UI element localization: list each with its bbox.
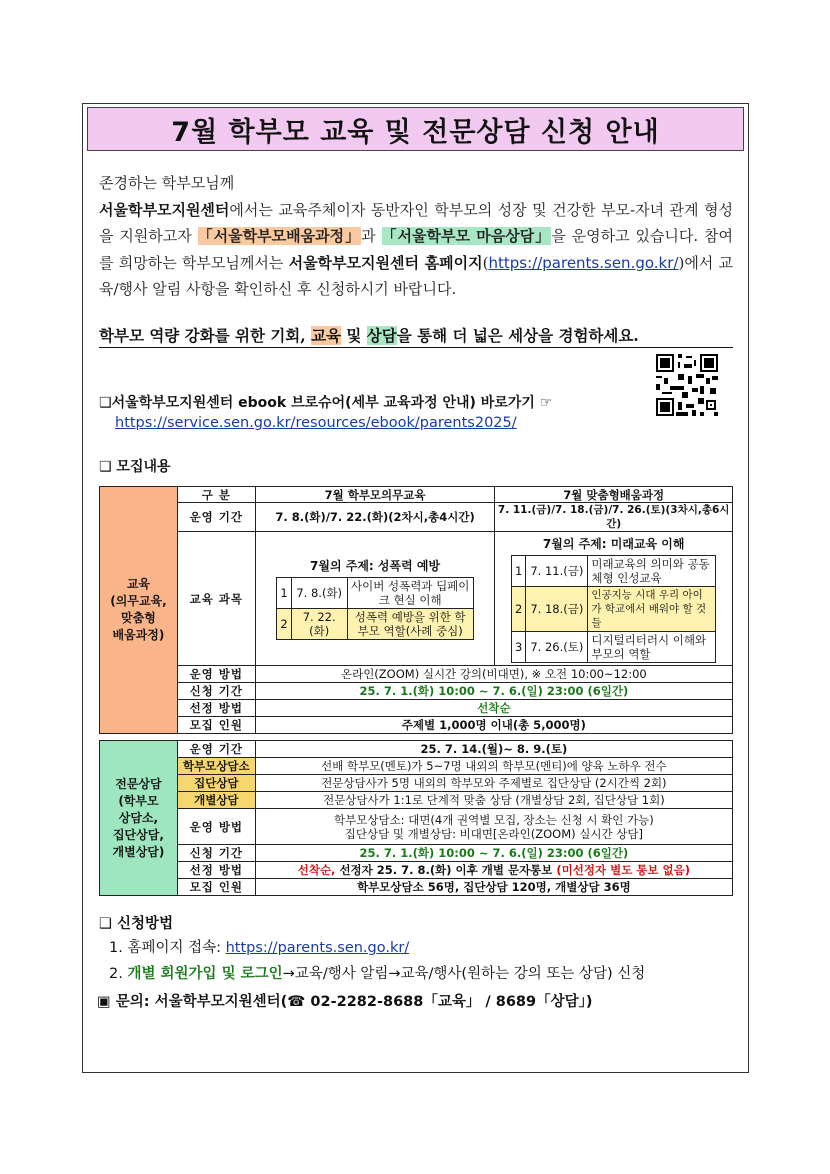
- apply-value: 25. 7. 1.(화) 10:00 ~ 7. 6.(일) 23:00 (6일간): [255, 683, 732, 700]
- consult-method-value: [255, 809, 732, 845]
- course-no: 1: [512, 555, 526, 586]
- intro-body: [99, 197, 733, 303]
- step2-prefix: 2.: [109, 966, 128, 982]
- courses-label: 교육 과목: [177, 532, 255, 666]
- edu-side-line: 교육: [126, 577, 151, 591]
- group-label: 집단상담: [177, 775, 255, 792]
- course-no: 1: [277, 578, 291, 609]
- recruit-value: 주제별 1,000명 이내(총 5,000명): [255, 717, 732, 734]
- intro-and: 과: [361, 227, 382, 245]
- consult-method-label: 운영 방법: [177, 809, 255, 845]
- edu-side-label: [100, 487, 178, 734]
- courses-custom: [495, 532, 733, 666]
- intro-paragraph: [99, 170, 733, 303]
- custom-course-list: [511, 555, 716, 663]
- url-close: ): [678, 253, 685, 272]
- homepage-label: 서울학부모지원센터 홈페이지: [288, 253, 483, 272]
- col-mandatory: 7월 학부모의무교육: [255, 487, 495, 503]
- course-row: [512, 631, 716, 662]
- greeting: 존경하는 학부모님께: [99, 174, 235, 192]
- ebook-line: [99, 392, 552, 412]
- method-value: 온라인(ZOOM) 실시간 강의(비대면), ※ 오전 10:00~12:00: [255, 666, 732, 683]
- individual-value: 전문상담사가 1:1로 단계적 맞춤 상담 (개별상담 2회, 집단상담 1회): [255, 792, 732, 809]
- consult-period-label: 운영 기간: [177, 741, 255, 758]
- document-frame: [82, 103, 749, 1073]
- consult-apply-value: 25. 7. 1.(화) 10:00 ~ 7. 6.(일) 23:00 (6일간): [255, 845, 732, 862]
- course-title: 성폭력 예방을 위한 학부모 역할(사례 중심): [347, 609, 473, 640]
- consult-method-line1: 학부모상담소: 대면(4개 권역별 모집, 장소는 신청 시 확인 가능): [334, 812, 654, 827]
- course-no: 3: [512, 631, 526, 662]
- consult-side-line: 상담소,: [118, 810, 159, 825]
- course-date: 7. 22.(화): [291, 609, 347, 640]
- page-title: 7월 학부모 교육 및 전문상담 신청 안내: [87, 107, 744, 151]
- consult-side-line: 전문상담: [115, 776, 162, 791]
- course-row: [512, 555, 716, 586]
- consult-recruit-label: 모집 인원: [177, 879, 255, 896]
- group-value: 전문상담사가 5명 내외의 학부모와 주제별로 집단상담 (2시간씩 2회): [255, 775, 732, 792]
- method-label: 운영 방법: [177, 666, 255, 683]
- program-consult: 「서울학부모 마음상담」: [381, 227, 552, 245]
- consult-side-line: 개별상담): [112, 844, 165, 859]
- apply-step-1: [109, 936, 409, 957]
- theme-mandatory: 7월의 주제: 성폭력 예방: [310, 559, 441, 573]
- intro-text-3: 에서 교육/행사 알림 사항을 확인하신 후 신청하시기 바랍니다.: [99, 253, 734, 298]
- slogan-part2: 을 통해 더 넓은 세상을 경험하세요.: [396, 326, 639, 345]
- qr-code-icon[interactable]: [654, 352, 720, 418]
- period-mandatory: 7. 8.(화)/7. 22.(화)(2차시,총4시간): [255, 503, 495, 532]
- select-notice: 선정자 25. 7. 8.(화) 이후 개별 문자통보: [335, 863, 557, 877]
- individual-label: 개별상담: [177, 792, 255, 809]
- period-label: 운영 기간: [177, 503, 255, 532]
- course-date: 7. 8.(화): [291, 578, 347, 609]
- education-table: [99, 486, 733, 734]
- course-no: 2: [512, 586, 526, 631]
- apply-heading: ❑ 신청방법: [99, 916, 174, 932]
- parent-center-label: 학부모상담소: [177, 758, 255, 775]
- center-name: 서울학부모지원센터: [99, 200, 230, 219]
- select-no-notice: (미선정자 별도 통보 없음): [556, 863, 691, 877]
- course-title: 인공지능 시대 우리 아이가 학교에서 배워야 할 것들: [588, 586, 716, 631]
- course-title: 사이버 성폭력과 딥페이크 현실 이해: [347, 578, 473, 609]
- course-date: 7. 11.(금): [526, 555, 588, 586]
- step2-signup: 개별 회원가입 및 로그인: [127, 966, 283, 982]
- courses-mandatory: [255, 532, 495, 666]
- period-custom: 7. 11.(금)/7. 18.(금)/7. 26.(토)(3차시,총6시간): [495, 503, 733, 532]
- consult-table: [99, 740, 733, 896]
- ebook-text: 서울학부모지원센터 ebook 브로슈어(세부 교육과정 안내) 바로가기 ☞: [111, 395, 553, 411]
- course-row: [277, 609, 473, 640]
- consult-select-value: [255, 862, 732, 879]
- ebook-bullet: ❑: [99, 395, 112, 411]
- program-edu: 「서울학부모배움과정」: [197, 227, 362, 245]
- step1-link[interactable]: https://parents.sen.go.kr/: [225, 940, 410, 956]
- select-label: 선정 방법: [177, 700, 255, 717]
- course-row: [277, 578, 473, 609]
- course-date: 7. 26.(토): [526, 631, 588, 662]
- course-no: 2: [277, 609, 291, 640]
- consult-recruit-value: 학부모상담소 56명, 집단상담 120명, 개별상담 36명: [255, 879, 732, 896]
- url-open: (: [482, 253, 489, 272]
- col-label: 구 분: [177, 487, 255, 503]
- slogan-consult: 상담: [366, 326, 397, 345]
- edu-side-line: 맞춤형: [121, 611, 156, 625]
- apply-step-2: [109, 962, 645, 983]
- slogan: [99, 324, 733, 348]
- apply-label: 신청 기간: [177, 683, 255, 700]
- consult-apply-label: 신청 기간: [177, 845, 255, 862]
- consult-side-line: (학부모: [118, 793, 159, 808]
- consult-method-line2: 집단상담 및 개별상담: 비대면[온라인(ZOOM) 실시간 상담]: [344, 826, 643, 841]
- course-title: 미래교육의 의미와 공동체형 인성교육: [588, 555, 716, 586]
- consult-side-line: 집단상담,: [112, 827, 164, 842]
- consult-select-label: 선정 방법: [177, 862, 255, 879]
- theme-custom: 7월의 주제: 미래교육 이해: [542, 536, 685, 551]
- slogan-edu: 교육: [311, 326, 342, 345]
- consult-period-value: 25. 7. 14.(월)~ 8. 9.(토): [255, 741, 732, 758]
- ebook-link[interactable]: https://service.sen.go.kr/resources/ebook/parents2025/: [115, 415, 517, 431]
- parent-center-value: 선배 학부모(멘토)가 5~7명 내외의 학부모(멘티)에 양육 노하우 전수: [255, 758, 732, 775]
- intro-text-1: 에서는 교육주체이자 동반자인 학부모의 성장 및 건강한 부모-자녀 관계 형성을 지원하고자: [99, 200, 733, 245]
- col-custom: 7월 맞춤형배움과정: [495, 487, 733, 503]
- slogan-part1: 학부모 역량 강화를 위한 기회,: [99, 326, 312, 345]
- consult-side-label: [100, 741, 178, 896]
- recruit-label: 모집 인원: [177, 717, 255, 734]
- select-value: 선착순: [255, 700, 732, 717]
- course-title: 디지털리터러시 이해와 부모의 역할: [588, 631, 716, 662]
- step1-prefix: 1. 홈페이지 접속:: [109, 940, 226, 956]
- homepage-link[interactable]: https://parents.sen.go.kr/: [488, 253, 679, 272]
- recruit-heading: ❑ 모집내용: [99, 459, 171, 475]
- select-first-come: 선착순,: [297, 863, 336, 877]
- mandatory-course-list: [276, 577, 473, 640]
- course-row: [512, 586, 716, 631]
- slogan-mid: 및: [341, 326, 367, 345]
- intro-text-2: 을 운영하고 있습니다. 참여를 희망하는 학부모님께서는: [99, 227, 733, 272]
- course-date: 7. 18.(금): [526, 586, 588, 631]
- edu-side-line: (의무교육,: [110, 594, 167, 608]
- edu-side-line: 배움과정): [112, 628, 165, 642]
- step2-rest: →교육/행사 알림→교육/행사(원하는 강의 또는 상담) 신청: [282, 966, 646, 982]
- contact-info: ▣ 문의: 서울학부모지원센터(☎ 02-2282-8688「교육」 / 8689「상담」): [97, 994, 593, 1010]
